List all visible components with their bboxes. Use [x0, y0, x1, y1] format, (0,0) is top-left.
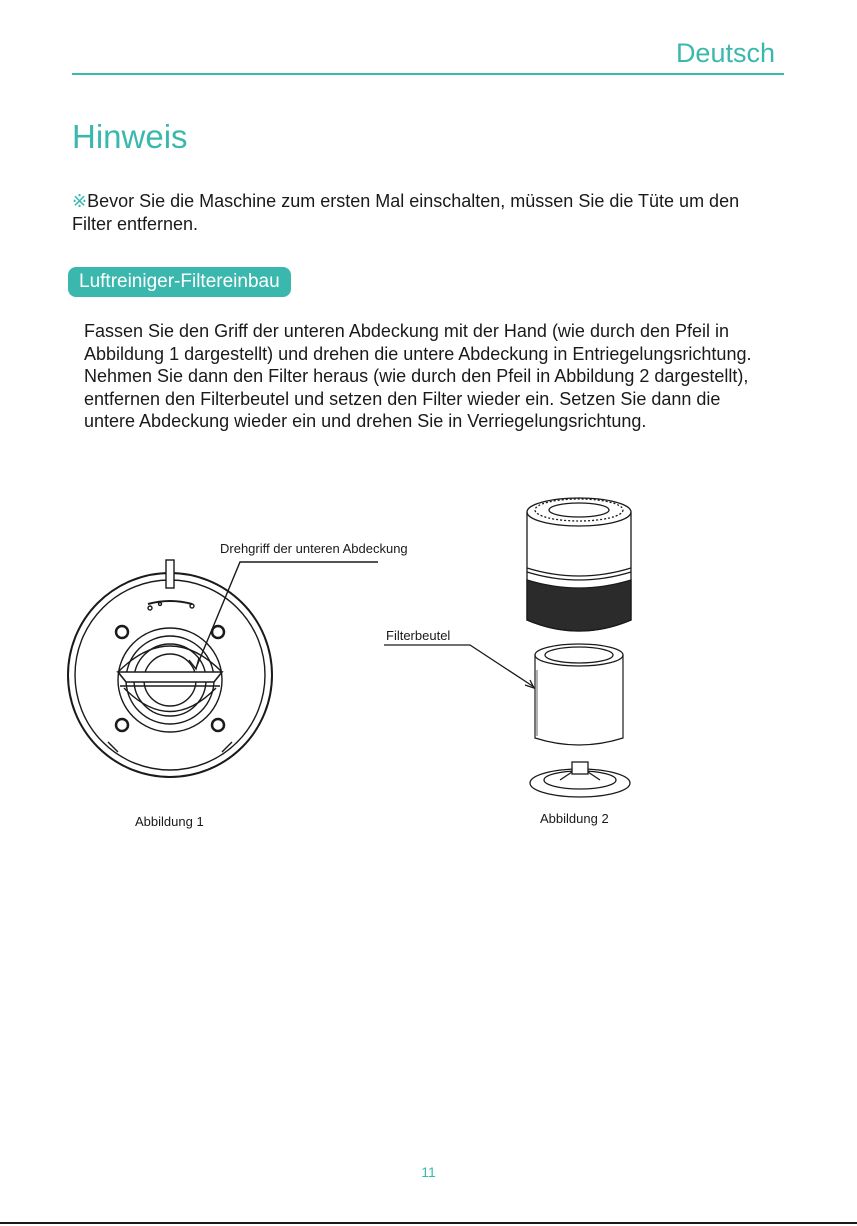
- instructions-paragraph: Fassen Sie den Griff der unteren Abdeckung mit der Hand (wie durch den Pfeil in Abbildung 1 dargestellt) und drehen die untere Abdeckung in Entriegelungsrichtung. Nehmen Sie dann den Filter heraus (wie durch den Pfeil in Abbildung 2 dargestellt), entfernen den Filterbeutel und setzen den Filter wieder ein. Setzen Sie dann die untere Abdeckung wieder ein und drehen Sie in Verriegelungsrichtung.: [84, 321, 752, 431]
- page-bottom-border: [0, 1222, 857, 1224]
- page-number: 11: [421, 1164, 436, 1180]
- purifier-drawing: [384, 498, 631, 797]
- bottom-cover-drawing: [68, 560, 378, 777]
- reference-mark-icon: ※: [72, 191, 88, 211]
- language-label: Deutsch: [675, 38, 775, 68]
- callout-rotary-handle: Drehgriff der unteren Abdeckung: [220, 541, 408, 556]
- note-text: Bevor Sie die Maschine zum ersten Mal einschalten, müssen Sie die Tüte um den Filter entfernen.: [72, 191, 740, 234]
- note-paragraph: [72, 190, 784, 236]
- section-heading: Luftreiniger-Filtereinbau: [68, 267, 291, 297]
- callout-filter-bag: Filterbeutel: [386, 628, 451, 643]
- figures-illustration: [0, 480, 857, 840]
- figure2-caption: Abbildung 2: [540, 811, 609, 826]
- header-divider: [72, 73, 784, 75]
- page-title: Hinweis: [72, 118, 188, 155]
- figure1-caption: Abbildung 1: [135, 814, 204, 829]
